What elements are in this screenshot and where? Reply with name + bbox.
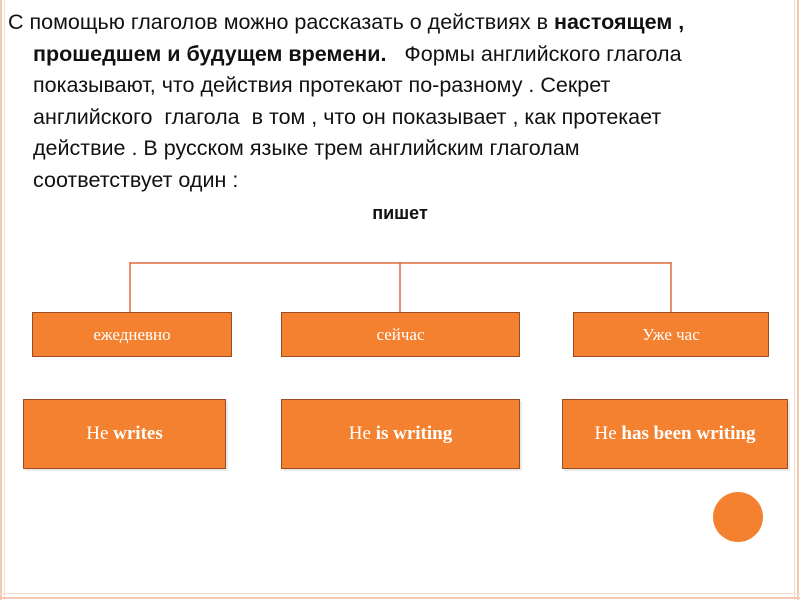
result-box-writes-verb: writes: [113, 423, 163, 444]
time-box-now: [281, 312, 520, 357]
paragraph-bold-present: настоящем ,: [553, 10, 685, 34]
result-box-is-writing-verb: is writing: [375, 423, 453, 444]
paragraph-line-2-text: Формы английского глагола: [386, 41, 682, 66]
frame-border-right: [797, 0, 799, 600]
result-box-has-been-writing-verb: has been writing: [621, 423, 756, 444]
time-box-daily-label: ежедневно: [93, 324, 171, 344]
paragraph-line-5: действие . В русском языке трем английским глаголам: [33, 136, 580, 160]
paragraph-line-3: показывают, что действия протекают по-разному . Секрет: [33, 73, 611, 97]
time-box-hour-already: [573, 312, 769, 357]
paragraph-line-6: соответствует один :: [33, 167, 239, 192]
paragraph-bold-past-future: прошедшем и будущем времени.: [33, 41, 387, 66]
result-box-is-writing: [281, 399, 520, 469]
frame-border-bottom: [0, 597, 800, 599]
result-box-writes: [23, 399, 226, 469]
intro-paragraph: [8, 7, 788, 196]
result-box-has-been-writing: [562, 399, 788, 469]
frame-border-bottom-inner: [0, 593, 800, 594]
frame-border-right-inner: [794, 0, 795, 600]
frame-border-left: [0, 0, 2, 600]
frame-border-left-inner: [4, 0, 5, 600]
time-box-now-label: сейчас: [376, 324, 425, 344]
paragraph-line-1-text: С помощью глаголов можно рассказать о действиях в: [8, 10, 554, 34]
time-box-daily: [32, 312, 232, 357]
time-box-hour-already-label: Уже час: [642, 324, 700, 344]
result-box-writes-pronoun: He: [86, 423, 114, 444]
root-verb-label: пишет: [372, 203, 428, 223]
result-box-has-been-writing-pronoun: He: [594, 423, 622, 444]
result-box-is-writing-pronoun: He: [348, 423, 376, 444]
paragraph-line-2: [8, 39, 788, 71]
decorative-circle: [713, 492, 763, 542]
paragraph-line-4: английского глагола в том , что он показывает , как протекает: [33, 104, 662, 129]
paragraph-line-1: [8, 10, 684, 34]
